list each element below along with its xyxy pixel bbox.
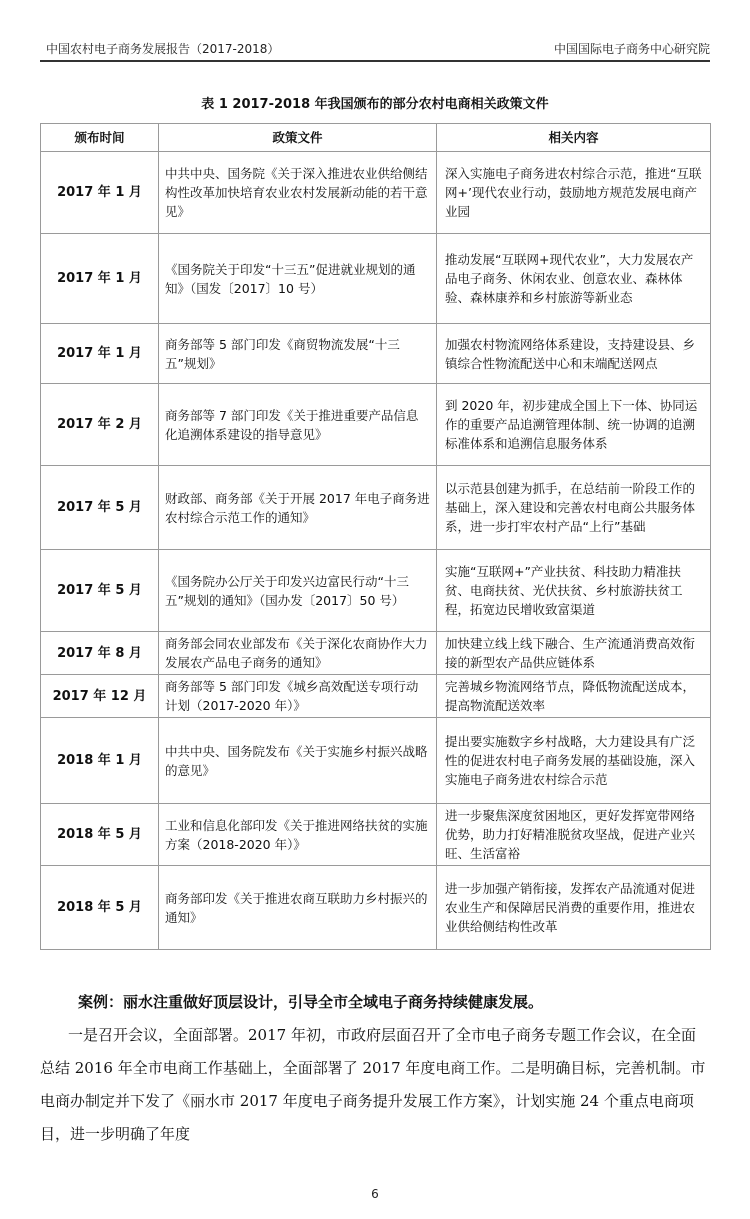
cell-content: 完善城乡物流网络节点，降低物流配送成本，提高物流配送效率 [437,675,711,718]
table-row [41,550,711,632]
header-institute-name: 中国国际电子商务中心研究院 [553,42,710,56]
cell-date: 2017 年 8 月 [41,632,159,675]
cell-document: 商务部印发《关于推进农商互联助力乡村振兴的通知》 [159,866,437,950]
cell-content: 实施“互联网+”产业扶贫、科技助力精准扶贫、电商扶贫、光伏扶贫、乡村旅游扶贫工程，拓宽边民增收致富渠道 [437,550,711,632]
column-header-content: 相关内容 [437,124,711,152]
cell-document: 《国务院关于印发“十三五”促进就业规划的通知》（国发〔2017〕10 号） [159,234,437,324]
cell-content: 加快建立线上线下融合、生产流通消费高效衔接的新型农产品供应链体系 [437,632,711,675]
cell-document: 商务部等 7 部门印发《关于推进重要产品信息化追溯体系建设的指导意见》 [159,384,437,466]
running-header [40,38,710,60]
column-header-document: 政策文件 [159,124,437,152]
cell-content: 以示范县创建为抓手，在总结前一阶段工作的基础上，深入建设和完善农村电商公共服务体系，进一步打牢农村产品“上行”基础 [437,466,711,550]
header-report-title: 中国农村电子商务发展报告（2017-2018） [46,42,280,56]
cell-date: 2018 年 1 月 [41,718,159,804]
table-row [41,234,711,324]
table-row [41,152,711,234]
cell-content: 到 2020 年，初步建成全国上下一体、协同运作的重要产品追溯管理体制、统一协调的追溯标准体系和追溯信息服务体系 [437,384,711,466]
table-row [41,675,711,718]
body-text [40,986,710,1151]
cell-document: 商务部会同农业部发布《关于深化农商协作大力发展农产品电子商务的通知》 [159,632,437,675]
body-paragraph: 一是召开会议，全面部署。2017 年初，市政府层面召开了全市电子商务专题工作会议，在全面总结 2016 年全市电商工作基础上，全面部署了 2017 年度电商工作。二是明确目标，完善机制。市电商办制定并下发了《丽水市 2017 年度电子商务提升发展工作方案》，计划实施 24 个重点电商项目，进一步明确了年度 [40,1026,706,1143]
cell-document: 财政部、商务部《关于开展 2017 年电子商务进农村综合示范工作的通知》 [159,466,437,550]
cell-document: 《国务院办公厅关于印发兴边富民行动“十三五”规划的通知》（国办发〔2017〕50 号） [159,550,437,632]
column-header-date: 颁布时间 [41,124,159,152]
cell-document: 中共中央、国务院《关于深入推进农业供给侧结构性改革加快培育农业农村发展新动能的若干意见》 [159,152,437,234]
table-row [41,804,711,866]
table-row [41,718,711,804]
cell-date: 2018 年 5 月 [41,804,159,866]
policy-table [40,123,711,950]
table-row [41,632,711,675]
cell-content: 推动发展“互联网+现代农业”，大力发展农产品电子商务、休闲农业、创意农业、森林体验、森林康养和乡村旅游等新业态 [437,234,711,324]
cell-date: 2017 年 5 月 [41,466,159,550]
cell-date: 2017 年 2 月 [41,384,159,466]
cell-document: 商务部等 5 部门印发《城乡高效配送专项行动计划（2017-2020 年）》 [159,675,437,718]
cell-document: 中共中央、国务院发布《关于实施乡村振兴战略的意见》 [159,718,437,804]
cell-date: 2018 年 5 月 [41,866,159,950]
cell-content: 提出要实施数字乡村战略，大力建设具有广泛性的促进农村电子商务发展的基础设施，深入实施电子商务进农村综合示范 [437,718,711,804]
cell-content: 进一步加强产销衔接，发挥农产品流通对促进农业生产和保障居民消费的重要作用，推进农业供给侧结构性改革 [437,866,711,950]
table-row [41,384,711,466]
table-row [41,324,711,384]
cell-date: 2017 年 1 月 [41,324,159,384]
cell-document: 商务部等 5 部门印发《商贸物流发展“十三五”规划》 [159,324,437,384]
table-row [41,466,711,550]
header-divider [40,60,710,62]
cell-content: 进一步聚焦深度贫困地区，更好发挥宽带网络优势，助力打好精准脱贫攻坚战，促进产业兴旺、生活富裕 [437,804,711,866]
cell-content: 深入实施电子商务进农村综合示范，推进“互联网+’现代农业行动，鼓励地方规范发展电商产业园 [437,152,711,234]
page-number: 6 [371,1187,379,1201]
cell-content: 加强农村物流网络体系建设，支持建设县、乡镇综合性物流配送中心和末端配送网点 [437,324,711,384]
table-header-row [41,124,711,152]
table-caption: 表 1 2017-2018 年我国颁布的部分农村电商相关政策文件 [201,97,549,112]
cell-date: 2017 年 1 月 [41,234,159,324]
cell-date: 2017 年 1 月 [41,152,159,234]
cell-date: 2017 年 5 月 [41,550,159,632]
table-row [41,866,711,950]
cell-date: 2017 年 12 月 [41,675,159,718]
cell-document: 工业和信息化部印发《关于推进网络扶贫的实施方案（2018-2020 年）》 [159,804,437,866]
case-title: 案例：丽水注重做好顶层设计，引导全市全域电子商务持续健康发展。 [78,993,544,1011]
